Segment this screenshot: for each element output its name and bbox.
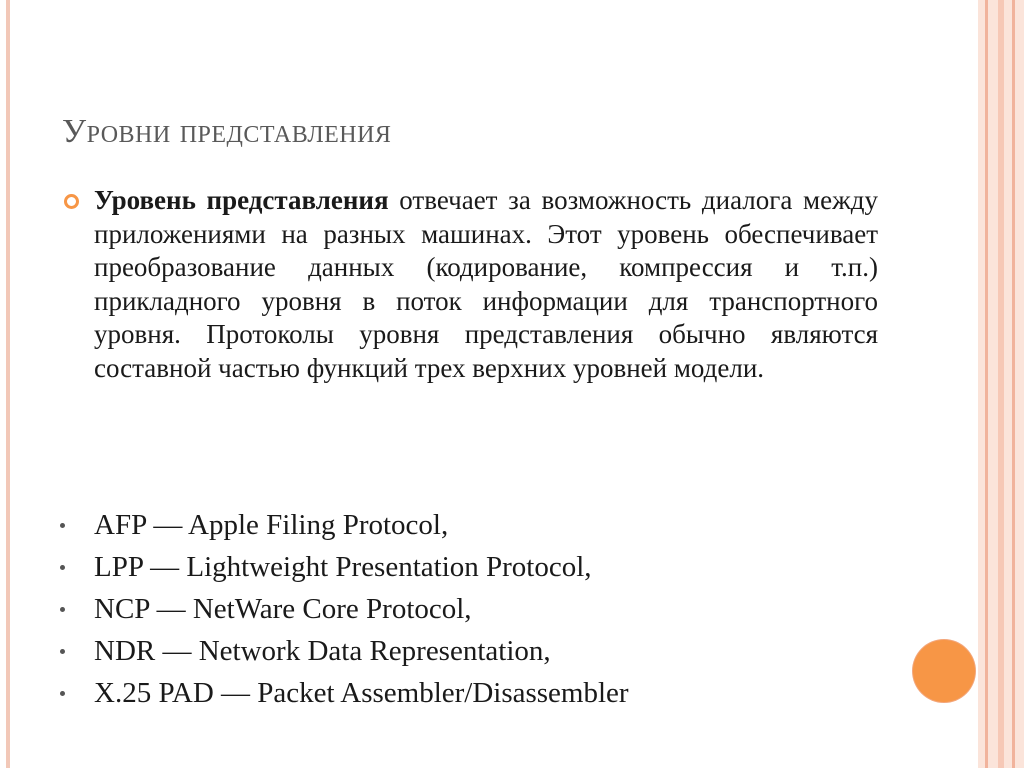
protocol-label: NDR — Network Data Representation,: [94, 635, 551, 667]
slide-title: Уровни представления: [62, 113, 392, 150]
orange-circle-icon: [913, 640, 975, 702]
main-paragraph-bold: Уровень представления: [94, 185, 389, 215]
protocol-label: X.25 PAD — Packet Assembler/Disassembler: [94, 677, 629, 709]
list-item: [56, 630, 629, 672]
right-frame-line: [998, 0, 1004, 768]
list-item: [56, 504, 629, 546]
list-item: [56, 672, 629, 714]
main-paragraph-text: отвечает за возможность диалога между приложениями на разных машинах. Этот уровень обеспечивает преобразование данных (кодирование, компрессия и т.п.) прикладного уровня в поток информации для транспортного уровня. Протоколы уровня представления обычно являются составной частью функций трех верхних уровней модели.: [94, 185, 878, 383]
protocol-list: [56, 504, 629, 714]
right-frame-line: [1012, 0, 1015, 768]
left-frame-line: [6, 0, 10, 768]
list-item: [56, 588, 629, 630]
protocol-label: NCP — NetWare Core Protocol,: [94, 593, 472, 625]
ring-bullet-icon: [64, 194, 79, 209]
right-frame-line: [985, 0, 988, 768]
dot-bullet-icon: [60, 523, 65, 528]
protocol-label: LPP — Lightweight Presentation Protocol,: [94, 551, 592, 583]
protocol-label: AFP — Apple Filing Protocol,: [94, 509, 449, 541]
dot-bullet-icon: [60, 691, 65, 696]
list-item: [56, 546, 629, 588]
dot-bullet-icon: [60, 565, 65, 570]
main-paragraph: [94, 184, 878, 386]
dot-bullet-icon: [60, 649, 65, 654]
dot-bullet-icon: [60, 607, 65, 612]
